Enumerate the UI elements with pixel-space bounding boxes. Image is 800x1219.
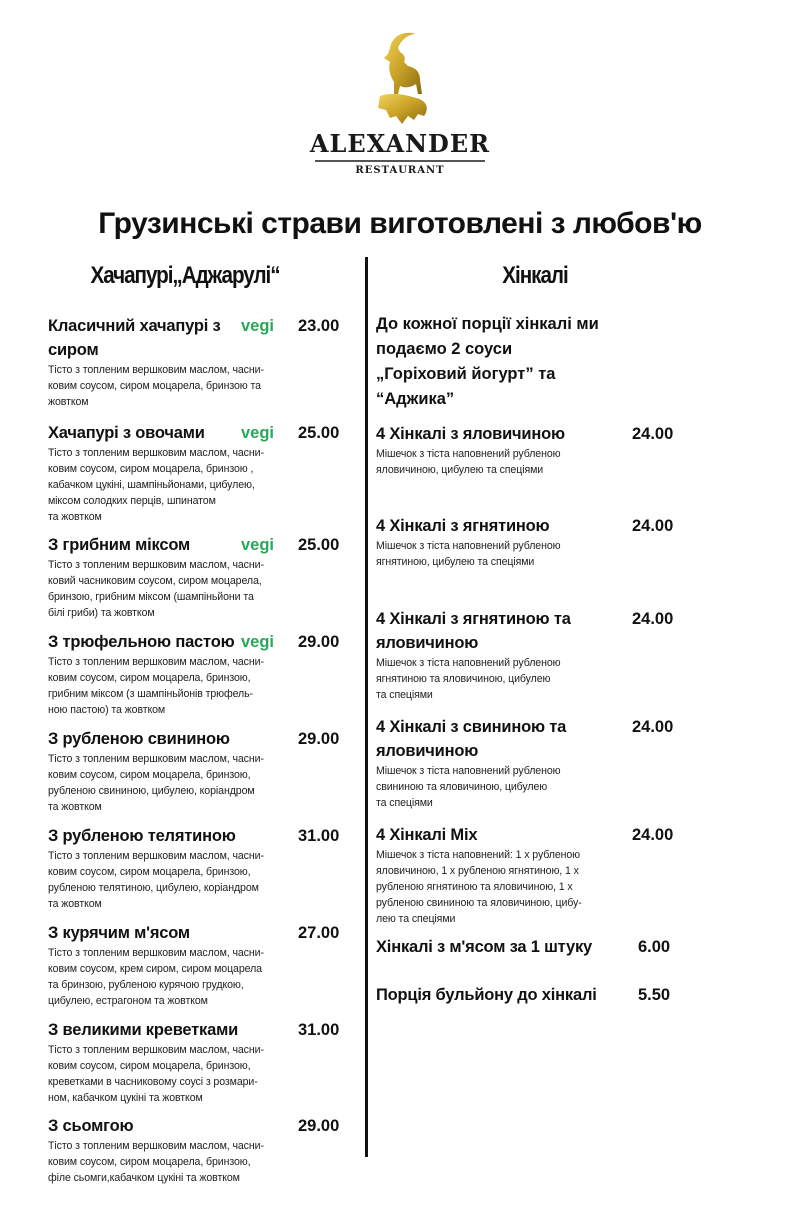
item-price: 25.00: [298, 536, 340, 554]
vegi-badge: vegi: [241, 536, 275, 554]
menu-item: [48, 921, 348, 1018]
menu-item: [48, 824, 348, 921]
item-description: Мішечок з тіста наповнений рубленою ягнятиною та яловичиною, цибулею та спеціями: [376, 657, 561, 701]
menu-item: [376, 983, 686, 1007]
item-price: 31.00: [298, 827, 340, 845]
menu-item: [376, 823, 686, 935]
item-description: Тісто з топленим вершковим маслом, часни- ковим соусом, крем сиром, сиром моцарела та бринзою, рубленою курячою грудкою, цибулею, естрагоном та жовтком: [48, 947, 264, 1007]
item-title: З трюфельною пастою: [48, 633, 235, 651]
item-title: 4 Хінкалі з яловичиною: [376, 425, 565, 443]
menu-item: [48, 421, 348, 533]
item-title: З рубленою свининою: [48, 730, 230, 748]
vegi-badge: vegi: [241, 633, 275, 651]
item-price: 29.00: [298, 1117, 340, 1135]
item-title: Класичний хачапурі з сиром: [48, 317, 221, 359]
restaurant-logo: [0, 28, 800, 176]
item-price: 24.00: [632, 610, 674, 628]
item-title: 4 Хінкалі з свининою та яловичиною: [376, 718, 567, 760]
item-title: Хінкалі з м'ясом за 1 штуку: [376, 938, 592, 956]
item-title: 4 Хінкалі з ягнятиною: [376, 517, 550, 535]
khinkali-list: [376, 312, 686, 1007]
item-description: Мішечок з тіста наповнений: 1 х рубленою яловичиною, 1 х рубленою ягнятиною, 1 х рубленою ягнятиною та яловичиною, 1 х рубленою свининою та яловичиною, цибу- лею та спеціями: [376, 849, 582, 925]
menu-item: [48, 630, 348, 727]
brand-divider: [315, 160, 485, 162]
item-title: З рубленою телятиною: [48, 827, 236, 845]
menu-item: [48, 727, 348, 824]
item-title: З сьомгою: [48, 1117, 134, 1135]
item-price: 6.00: [638, 938, 671, 956]
item-price: 24.00: [632, 517, 674, 535]
item-title: Хачапурі з овочами: [48, 424, 205, 442]
menu-item: [376, 935, 686, 983]
menu-item: [376, 422, 686, 514]
column-divider: [365, 257, 368, 1157]
item-description: Тісто з топленим вершковим маслом, часни- ковий часниковим соусом, сиром моцарела, бринзою, грибним міксом (шампіньйони та білі гриби) та жовтком: [48, 559, 264, 619]
item-description: Тісто з топленим вершковим маслом, часни- ковим соусом, сиром моцарела, бринзою, грибним міксом (з шампіньйонів трюфель- ною пастою) та жовтком: [48, 656, 264, 716]
item-price: 25.00: [298, 424, 340, 442]
ibex-goat-icon: [360, 28, 440, 128]
brand-name: ALEXANDER: [309, 129, 491, 158]
menu-item: [48, 1018, 348, 1114]
item-price: 27.00: [298, 924, 340, 942]
item-title: З великими креветками: [48, 1021, 239, 1039]
menu-item: [48, 314, 348, 421]
vegi-badge: vegi: [241, 424, 275, 442]
khachapuri-list: [48, 314, 348, 1186]
item-title: 4 Хінкалі Mix: [376, 826, 478, 844]
item-title: 4 Хінкалі з ягнятиною та яловичиною: [376, 610, 571, 652]
item-description: Тісто з топленим вершковим маслом, часни- ковим соусом, сиром моцарела, бринзою, рубленою телятиною, цибулею, коріандром та жовтком: [48, 850, 264, 910]
menu-item: [376, 715, 686, 823]
item-price: 24.00: [632, 826, 674, 844]
brand-subtitle: RESTAURANT: [355, 165, 445, 176]
menu-item: [376, 514, 686, 607]
item-price: 24.00: [632, 718, 674, 736]
item-description: Тісто з топленим вершковим маслом, часни- ковим соусом, сиром моцарела, бринзою, рубленою свининою, цибулею, коріандром та жовтком: [48, 753, 264, 813]
item-price: 24.00: [632, 425, 674, 443]
item-price: 29.00: [298, 633, 340, 651]
item-description: Мішечок з тіста наповнений рубленою яловичиною, цибулею та спеціями: [376, 448, 561, 476]
khinkali-heading: Хінкалі: [502, 262, 568, 289]
item-price: 29.00: [298, 730, 340, 748]
item-description: Тісто з топленим вершковим маслом, часни- ковим соусом, сиром моцарела, бринзою та жовтком: [48, 364, 264, 408]
item-price: 5.50: [638, 986, 671, 1004]
vegi-badge: vegi: [241, 317, 275, 335]
item-price: 31.00: [298, 1021, 340, 1039]
khachapuri-heading: Хачапурі„Аджарулі“: [90, 262, 280, 289]
item-price: 23.00: [298, 317, 340, 335]
sauce-note: До кожної порції хінкалі ми подаємо 2 соуси „Горіховий йогурт” та “Аджика”: [376, 315, 599, 408]
item-description: Тісто з топленим вершковим маслом, часни- ковим соусом, сиром моцарела, бринзою, філе сьомги,кабачком цукіні та жовтком: [48, 1140, 264, 1184]
item-title: З курячим м'ясом: [48, 924, 190, 942]
item-description: Мішечок з тіста наповнений рубленою ягнятиною, цибулею та спеціями: [376, 540, 561, 568]
item-description: Тісто з топленим вершковим маслом, часни- ковим соусом, сиром моцарела, бринзою, креветками в часниковому соусі з розмари- ном, кабачком цукіні та жовтком: [48, 1044, 264, 1104]
menu-item: [48, 1114, 348, 1186]
item-description: Мішечок з тіста наповнений рубленою свининою та яловичиною, цибулею та спеціями: [376, 765, 561, 809]
item-title: Порція бульйону до хінкалі: [376, 986, 597, 1004]
item-description: Тісто з топленим вершковим маслом, часни- ковим соусом, сиром моцарела, бринзою , кабачком цукіні, шампіньйонами, цибулею, міксом солодких перців, шпинатом та жовтком: [48, 447, 264, 523]
menu-item: [48, 533, 348, 630]
page-title: Грузинські страви виготовлені з любов'ю: [98, 207, 702, 240]
menu-item: [376, 607, 686, 715]
item-title: З грибним міксом: [48, 536, 190, 554]
